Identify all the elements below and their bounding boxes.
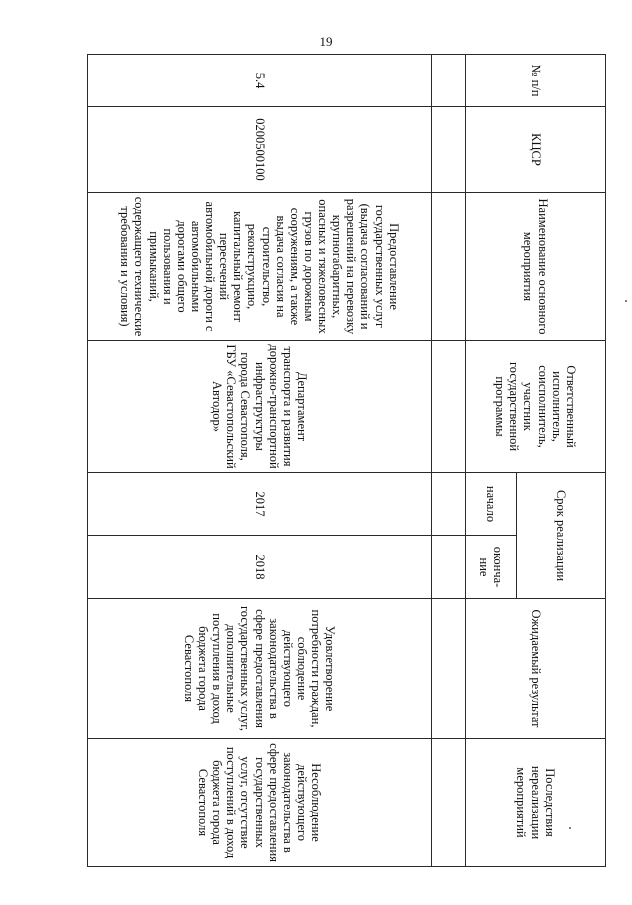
header-period: Срок реализации: [517, 473, 606, 599]
spacer-cell: [432, 536, 466, 599]
spacer-cell: [432, 599, 466, 739]
spacer-cell: [432, 193, 466, 341]
header-kcsr: КЦСР: [466, 107, 606, 193]
spacer-cell: [432, 55, 466, 107]
header-row-1: [517, 55, 606, 867]
spacer-cell: [432, 739, 466, 867]
cell-consequences: Несоблюдение действующего законодательства в сфере предоставления государственных услуг, отсутствие поступлений в доход бюджета города Севастополя: [88, 739, 432, 867]
measures-table: [87, 54, 606, 867]
header-no: № п/п: [466, 55, 606, 107]
spacer-row: [432, 55, 466, 867]
scan-speck: [569, 827, 571, 829]
header-name: Наименование основного мероприятия: [466, 193, 606, 341]
cell-name: Предоставление государственных услуг (выдача согласований и разрешений на перевозку крупногабаритных, опасных и тяжеловесных грузов по дорожным сооружениям, а также выдача согласия на строительство, реконструкцию, капитальный ремонт пересечений автомобильной дороги с автомобильными дорогами общего пользования и примыканий, содержащего технические требования и условия): [88, 193, 432, 341]
cell-result: Удовлетворение потребности граждан, соблюдение действующего законодательства в сфере предоставления государственных услуг, дополнительные поступления в доход бюджета города Севастополя: [88, 599, 432, 739]
cell-no: 5.4: [88, 55, 432, 107]
header-start: начало: [466, 473, 517, 536]
page-number: 19: [319, 34, 333, 49]
spacer-cell: [432, 341, 466, 473]
table-row: [88, 55, 432, 867]
cell-responsible: Департамент транспорта и развития дорожно-транспортной инфраструктуры города Севастополя, ГБУ «Севастопольский Автодор»: [88, 341, 432, 473]
header-consequences: Последствия нереализации мероприятий: [466, 739, 606, 867]
cell-start: 2017: [88, 473, 432, 536]
header-result: Ожидаемый результат: [466, 599, 606, 739]
cell-end: 2018: [88, 536, 432, 599]
rotated-table-container: [87, 54, 606, 866]
cell-kcsr: 0200500100: [88, 107, 432, 193]
header-end: оконча-ние: [466, 536, 517, 599]
spacer-cell: [432, 107, 466, 193]
header-responsible: Ответственный исполнитель, соисполнитель, участник государственной программы: [466, 341, 606, 473]
scan-speck: [625, 300, 627, 302]
spacer-cell: [432, 473, 466, 536]
